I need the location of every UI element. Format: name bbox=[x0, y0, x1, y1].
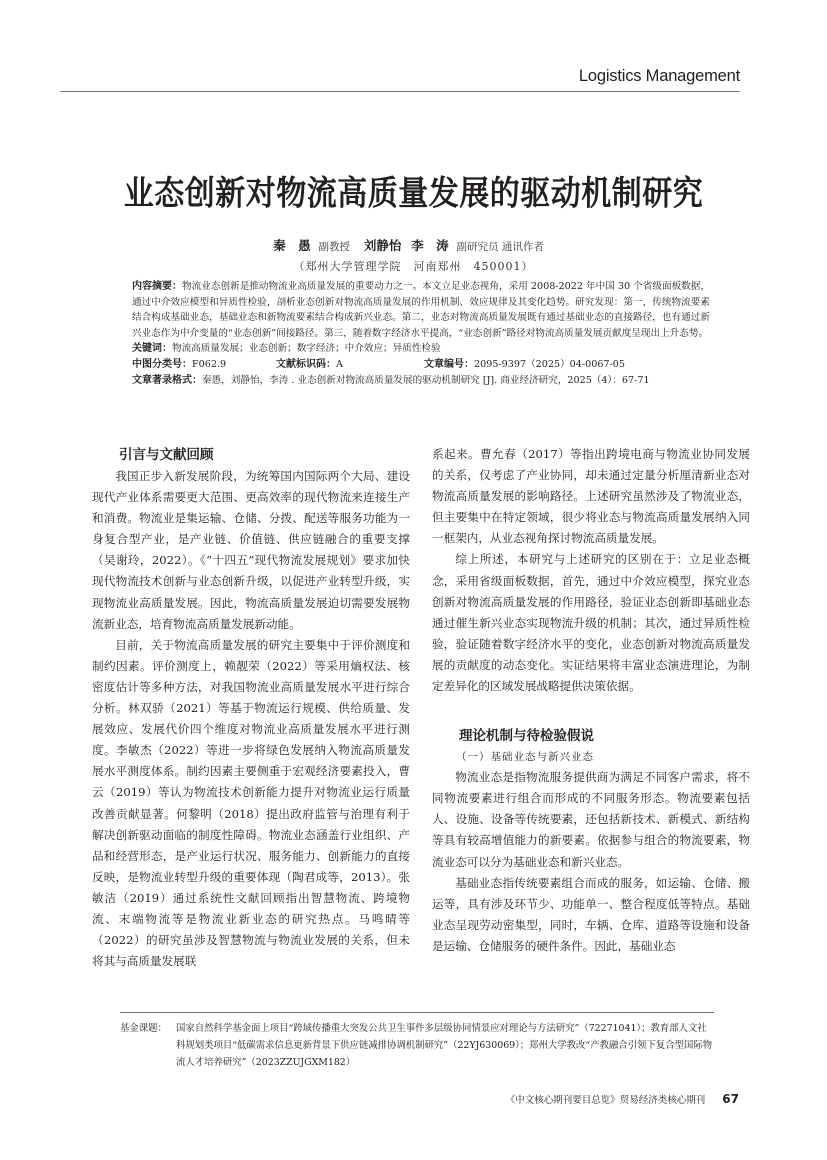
author-role: 副研究员 通讯作者 bbox=[456, 241, 544, 253]
classification-row bbox=[132, 357, 710, 373]
body-paragraph: 基础业态指传统要素组合而成的服务，如运输、仓储、搬运等，具有涉及环节少、功能单一、整合程度低等特点。基础业态呈现劳动密集型，同时，车辆、仓库、道路等设施和设备是运输、仓储服务的硬件条件。因此，基础业态 bbox=[432, 875, 750, 953]
abstract-block bbox=[132, 279, 710, 388]
affiliation: （郑州大学管理学院 河南郑州 450001） bbox=[293, 260, 534, 273]
author-name: 李 涛 bbox=[411, 238, 449, 253]
clc-label: 中图分类号： bbox=[132, 358, 192, 370]
body-paragraph: 我国正步入新发展阶段，为统筹国内国际两个大局、建设现代产业体系需要更大范围、更高效率的现代物流来连接生产和消费。物流业是集运输、仓储、分拨、配送等服务功能为一身复合型产业，是产业链、价值链、供应链融合的重要支撑（吴谢玲，2022）。《“十四五”现代物流发展规划》要求加快现代物流技术创新与业态创新升级，以促进产业转型升级，实现物流业高质量发展。因此，物流高质量发展迫切需要发展物流新业态，培育物流高质量发展新动能。 bbox=[92, 469, 410, 631]
left-column bbox=[92, 444, 410, 972]
abstract bbox=[132, 279, 710, 341]
clc-value: F062.9 bbox=[192, 358, 227, 370]
abstract-text: 物流业态创新是推动物流业高质量发展的重要动力之一。本文立足业态视角，采用 2008-2022 年中国 30 个省级面板数据，通过中介效应模型和异质性检验，剖析业态创新对物流高质量发展的作用机制、效应规律及其变化趋势。研究发现：第一，传统物流要素结合构成基础业态，基础业态和新物流要素结合构成新兴业态。第二，业态对物流高质量发展既有通过基础业态的直接路径，也有通过新兴业态作为中介变量的“业态创新”间接路径。第三，随着数字经济水平提高，“业态创新”路径对物流高质量发展贡献度呈现出上升态势。 bbox=[132, 281, 710, 339]
section-heading-introduction: 引言与文献回顾 bbox=[119, 447, 214, 463]
article-no-label: 文章编号： bbox=[424, 358, 474, 370]
page-number: 67 bbox=[722, 1092, 739, 1106]
running-title: Logistics Management bbox=[578, 67, 740, 85]
article-title: 业态创新对物流高质量发展的驱动机制研究 bbox=[123, 174, 704, 214]
citation-label: 文章著录格式： bbox=[132, 374, 202, 386]
doc-code-value: A bbox=[336, 358, 343, 370]
body-paragraph: 目前，关于物流高质量发展的研究主要集中于评价测度和制约因素。评价测度上，赖靓荣（2022）等采用熵权法、核密度估计等多种方法，对我国物流业高质量发展水平进行综合分析。林双骄（2021）等基于物流运行规模、供给质量、发展效应、发展代价四个维度对物流业高质量发展水平进行测度。李敏杰（2022）等进一步将绿色发展纳入物流高质量发展水平测度体系。制约因素主要侧重于宏观经济要素投入，曹云（2019）等认为物流技术创新能力提升对物流业运行质量改善贡献显著。何黎明（2018）提出政府监管与治理有利于解决创新驱动面临的制度性障碍。物流业态涵盖行业组织、产品和经营形态，是产业运行状况、服务能力、创新能力的直接反映，是物流业转型升级的重要体现（陶君成等，2013）。张敏洁（2019）通过系统性文献回顾指出智慧物流、跨境物流、末端物流等是物流业新业态的研究热点。马鸣晴等（2022）的研究虽涉及智慧物流与物流业发展的关系，但未将其与高质量发展联 bbox=[92, 637, 410, 969]
author-name: 秦 愚 bbox=[273, 238, 311, 253]
body-paragraph: 综上所述，本研究与上述研究的区别在于：立足业态概念，采用省级面板数据，首先，通过中介效应模型，探究业态创新对物流高质量发展的作用路径，验证业态创新即基础业态通过催生新兴业态实现物流升级的机制；其次，通过异质性检验，验证随着数字经济水平的变化，业态创新对物流高质量发展的贡献度的动态变化。实证结果将丰富业态演进理论，为制定差异化的区域发展战略提供决策依据。 bbox=[432, 552, 750, 694]
abstract-label: 内容摘要： bbox=[132, 281, 183, 292]
section-gap bbox=[432, 697, 750, 725]
keywords-label: 关键词： bbox=[132, 343, 172, 355]
article-no-value: 2095-9397（2025）04-0067-05 bbox=[474, 358, 625, 370]
citation-text: 秦愚，刘静怡，李涛 . 业态创新对物流高质量发展的驱动机制研究 [J]. 商业经济研究，2025（4）：67-71 bbox=[202, 374, 650, 386]
journal-note: 《中文核心期刊要目总览》贸易经济类核心期刊 bbox=[505, 1095, 706, 1106]
funding-text: 国家自然科学基金面上项目“跨域传播重大突发公共卫生事件多层级协同情景应对理论与方法研究”（72271041）；教育部人文社科规划类项目“低碳需求信息更新背景下供应链减排协调机制研究”（22YJ630069）；郑州大学教改“产教融合引领下复合型国际物流人才培养研究”（2023ZZUJGXM182） bbox=[176, 1023, 713, 1068]
running-header bbox=[60, 66, 740, 92]
author-role: 副教授 bbox=[318, 241, 350, 253]
funding-footnote bbox=[120, 1020, 720, 1071]
doc-code-label: 文献标识码： bbox=[276, 358, 336, 370]
body-paragraph: 物流业态是指物流服务提供商为满足不同客户需求，将不同物流要素进行组合而形成的不同服务形态。物流要素包括人、设施、设备等传统要素，还包括新技术、新模式、新结构等具有较高增值能力的新要素。依据参与组合的物流要素，物流业态可以分为基础业态和新兴业态。 bbox=[432, 770, 750, 869]
right-column bbox=[432, 444, 750, 957]
keywords-text: 物流高质量发展；业态创新；数字经济；中介效应；异质性检验 bbox=[172, 343, 441, 355]
footnote-divider bbox=[120, 1012, 714, 1013]
funding-label: 基金课题： bbox=[120, 1023, 167, 1034]
subsection-heading: （一）基础业态与新兴业态 bbox=[456, 751, 594, 764]
body-paragraph-continued: 系起来。曹允春（2017）等指出跨境电商与物流业协同发展的关系，仅考虑了产业协同，却未通过定量分析厘清新业态对物流高质量发展的影响路径。上述研究虽然涉及了物流业态，但主要集中在特定领域，很少将业态与物流高质量发展纳入同一框架内，从业态视角探讨物流高质量发展。 bbox=[432, 447, 750, 546]
author-name: 刘静怡 bbox=[363, 238, 402, 253]
section-heading-theory: 理论机制与待检验假说 bbox=[459, 728, 594, 745]
citation bbox=[132, 373, 710, 389]
page-footer bbox=[506, 1092, 739, 1106]
author-line bbox=[0, 236, 827, 254]
keywords bbox=[132, 341, 710, 357]
